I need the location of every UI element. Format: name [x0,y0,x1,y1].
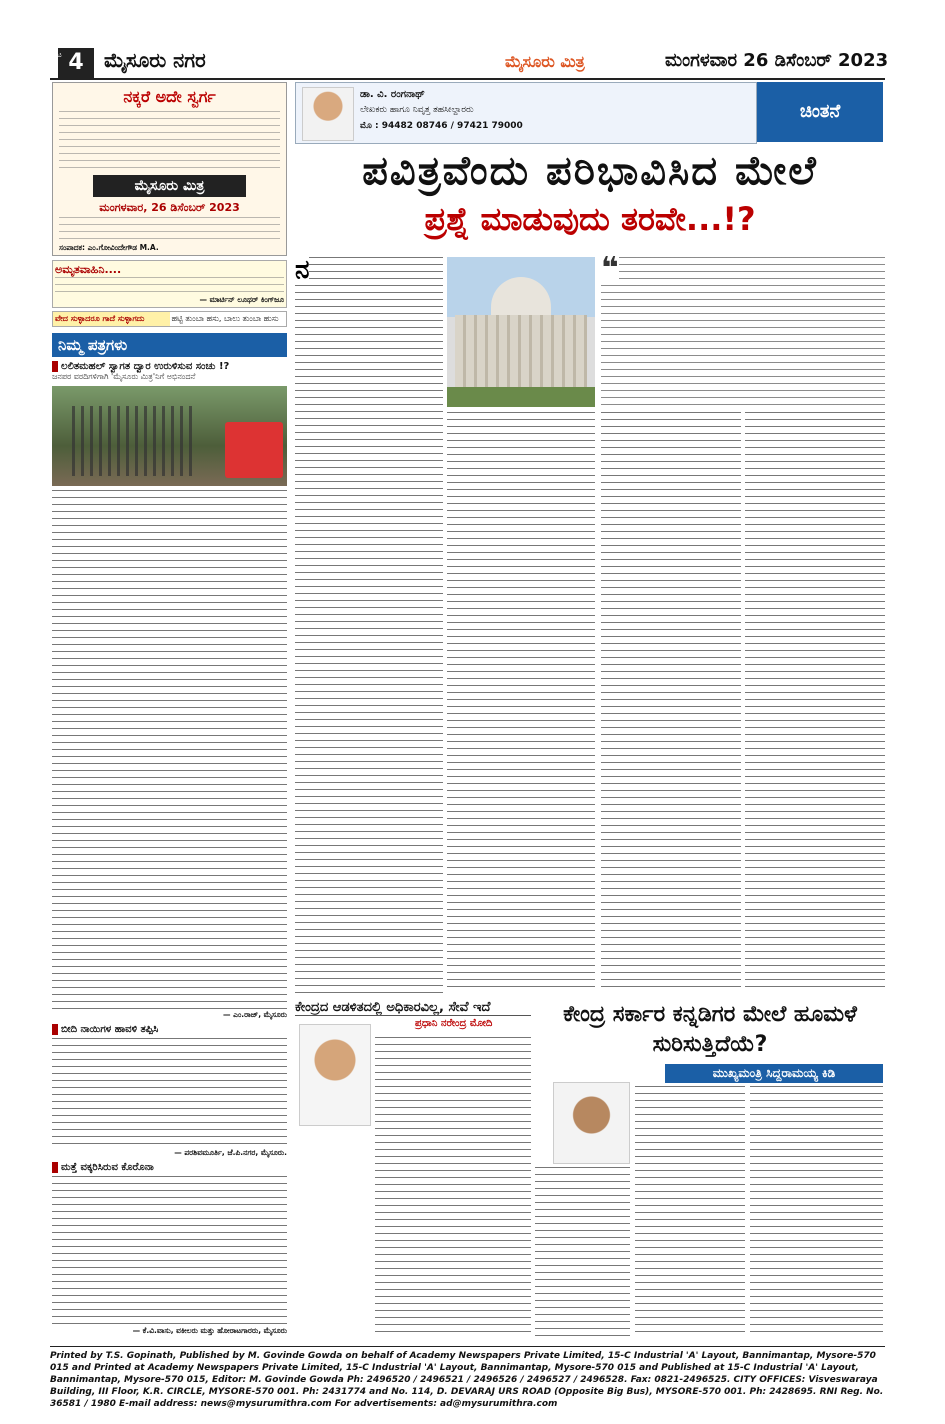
amrutavahini-author: — ಮಾರ್ಟಿನ್ ಲೂಥರ್ ಕಿಂಗ್‌ಜೂ [199,295,284,304]
issue-date: ಮಂಗಳವಾರ 26 ಡಿಸೆಂಬರ್ 2023 [665,50,889,71]
letter-title-1: ಲಲಿತಮಹಲ್ ಸ್ವಾಗತ ದ್ವಾರ ಉರುಳಿಸುವ ಸಂಚು !? [52,361,287,372]
mast-date: ಮಂಗಳವಾರ, 26 ಡಿಸೆಂಬರ್ 2023 [99,201,240,214]
amrutavahini-box [52,260,287,308]
article-col-1 [295,257,443,993]
pull-quote [601,251,885,407]
supreme-court-photo [447,257,595,407]
article-col-3 [601,412,741,992]
letters-heading: ನಿಮ್ಮ ಪತ್ರಗಳು [52,333,287,357]
author-box [295,82,757,144]
author-phone: ಮೊ : 94482 08746 / 97421 79000 [360,121,523,131]
page-number: 4 [58,48,94,78]
letter-body-2 [52,1038,287,1148]
page-label: ಪುಟ [50,50,62,59]
cm-headline: ಕೇಂದ್ರ ಸರ್ಕಾರ ಕನ್ನಡಿಗರ ಮೇಲೆ ಹೂಮಳೆ ಸುರಿಸುತ್ತಿದೆಯೆ? [563,1002,857,1057]
proverb-left: ವೇದ ಸುಳ್ಳಾದರೂ ಗಾದೆ ಸುಳ್ಳಾಗದು [53,312,170,326]
letter-photo [52,386,287,486]
proverb-right: ಹಟ್ಟಿ ತುಂಬಾ ಹಸು, ಬಾಲು ತುಂಬಾ ಹುಸು [171,314,279,323]
main-article [295,82,885,1342]
letter-subtitle-1: ಜನಪರ ವರದಿಗಳಿಗಾಗಿ 'ಮೈಸೂರು ಮಿತ್ರ'ನಿಗೆ ಅಭಿನಂದನೆ [52,372,196,381]
joke-title: ನಕ್ಕರೆ ಅದೇ ಸ್ವರ್ಗ [123,87,216,106]
cm-col-1 [635,1086,745,1336]
mast-text [59,217,280,239]
proverb-box [52,311,287,327]
cm-col-2 [750,1086,883,1336]
article-headline: ಪವಿತ್ರವೆಂದು ಪರಿಭಾವಿಸಿದ ಮೇಲೆ [362,148,818,194]
joke-box [52,82,287,256]
amrutavahini-title: ಅಮೃತವಾಹಿನಿ.... [55,263,122,276]
article-col-4 [745,412,885,992]
letter-title-3: ಮತ್ತೆ ವಕ್ಕರಿಸಿರುವ ಕೊರೊನಾ [52,1162,287,1173]
amrutavahini-text [55,277,284,295]
mast-logo: ಮೈಸೂರು ಮಿತ್ರ [93,175,246,197]
modi-caption: ಪ್ರಧಾನಿ ನರೇಂದ್ರ ಮೋದಿ [415,1018,493,1029]
brand-logo: ಮೈಸೂರು ಮಿತ್ರ [505,52,585,71]
letter-byline-2: — ಪರಶಿವಮೂರ್ತಿ, ಜೆ.ಪಿ.ನಗರ, ಮೈಸೂರು. [174,1148,287,1157]
letter-body-3 [52,1176,287,1326]
letter-byline-3: — ಕೆ.ವಿ.ವಾಸು, ವಕೀಲರು ಮತ್ತು ಹೋರಾಟಗಾರರು, ಮೈಸೂರು [132,1326,287,1335]
modi-photo [299,1024,371,1126]
author-role: ಲೇಖಕರು ಹಾಗೂ ನಿವೃತ್ತ ತಹಸೀಲ್ದಾರರು [360,105,474,115]
author-name: ಡಾ. ವಿ. ರಂಗನಾಥ್ [360,89,425,100]
column-label: ಚಿಂತನೆ [757,82,883,142]
cm-subhead: ಮುಖ್ಯಮಂತ್ರಿ ಸಿದ್ದರಾಮಯ್ಯ ಕಿಡಿ [665,1064,883,1083]
article-subheadline: ಪ್ರಶ್ನೆ ಮಾಡುವುದು ತರವೇ...!? [424,200,756,238]
quote-mark-icon: ❝ [601,251,619,286]
modi-headline: ಕೇಂದ್ರದ ಆಡಳಿತದಲ್ಲಿ ಅಧಿಕಾರವಿಲ್ಲ, ಸೇವೆ ಇದೆ [295,1000,531,1016]
editor-line: ಸಂಪಾದಕ: ಎಂ.ಗೋವಿಂದೇಗೌಡ M.A. [59,243,159,252]
letter-byline-1: — ಎಂ.ರಾಜ್, ಮೈಸೂರು [223,1010,287,1019]
author-avatar [302,87,354,141]
joke-text [59,111,280,171]
letter-title-2: ಬೀದಿ ನಾಯಿಗಳ ಹಾವಳಿ ತಪ್ಪಿಸಿ [52,1024,287,1035]
cm-photo [553,1082,630,1164]
dropcap: ನ [295,257,310,285]
left-column [52,82,287,1336]
imprint-footer: Printed by T.S. Gopinath, Published by M. Govinde Gowda on behalf of Academy Newspapers Private Limited, 15-C Industrial 'A' Layout, Bannimantap, Mysore-570 015 and Printed at Academy Newspapers Private Limited, 15-C Industrial 'A' Layout, Bannimantap, Mysore-570 015 and Published at 15-C Industrial 'A' Layout, Bannimantap, Mysore-570 015, Editor: M. Govinde Gowda Ph: 2496520 / 2496521 / 2496526 / 2496527 / 2496528. Fax: 0821-2496525. CITY OFFICES: Visveswaraya Building, III Floor, K.R. CIRCLE, MYSORE-570 001. Ph: 2431774 and No. 114, D. DEVARAJ URS ROAD (Opposite Big Bus), MYSORE-570 001. Ph: 2428695. RNI Reg. No. 36581 / 1980 E-mail address: news@mysurumithra.com For advertisements: ad@mysurumithra.com [50,1346,885,1410]
cm-col-0 [535,1167,630,1337]
header-rule [50,78,885,80]
section-title: ಮೈಸೂರು ನಗರ [104,48,206,72]
article-col-2 [447,412,595,992]
modi-body [375,1037,531,1337]
letter-body-1 [52,490,287,1010]
